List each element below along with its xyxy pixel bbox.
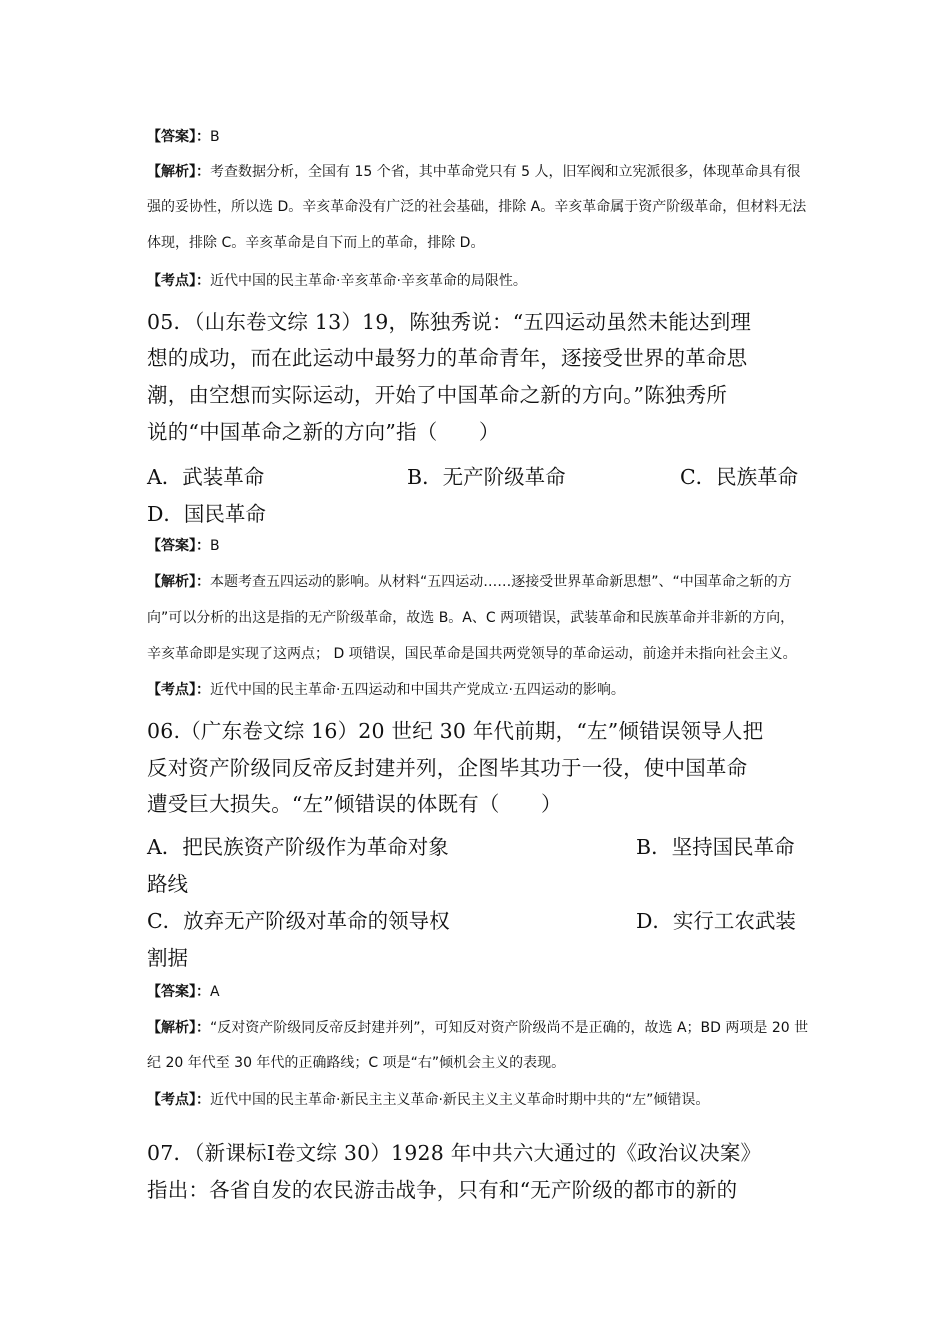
q06-point: 【考点】：近代中国的民主革命·新民主主义革命·新民主义主义革命时期中共的“左”倾错误。 (147, 1092, 710, 1108)
q07-stem-line-1: 07．（新课标Ⅰ卷文综 30）1928 年中共六大通过的《政治议决案》 (147, 1141, 762, 1165)
q04-analysis-line-2: 强的妥协性，所以选 D。辛亥革命没有广泛的社会基础，排除 A。辛亥革命属于资产阶级革命，但材料无法 (147, 199, 807, 215)
q07-stem-line-2: 指出：各省自发的农民游击战争，只有和“无产阶级的都市的新的 (147, 1178, 738, 1202)
q05-analysis-line-1: 【解析】：本题考查五四运动的影响。从材料“五四运动……逐接受世界革命新思想”、“中国革命之斩的方 (147, 574, 792, 590)
q06-stem-line-1: 06.（广东卷文综 16）20 世纪 30 年代前期，“左”倾错误领导人把 (147, 719, 764, 743)
q05-option-c: C．民族革命 (680, 465, 799, 489)
q06-option-c: C．放弃无产阶级对革命的领导权 (147, 909, 450, 933)
q05-stem-line-2: 想的成功，而在此运动中最努力的革命青年，逐接受世界的革命思 (147, 346, 748, 370)
q05-stem-line-1: 05．（山东卷文综 13）19，陈独秀说：“五四运动虽然未能达到理 (147, 310, 752, 334)
q04-answer-value: B (210, 129, 220, 145)
q05-option-a: A．武装革命 (147, 465, 265, 489)
point-label: 【考点】： (147, 273, 210, 289)
q05-stem-line-4: 说的“中国革命之新的方向”指（ ） (147, 420, 500, 444)
q04-analysis-line-3: 体现，排除 C。辛亥革命是自下而上的革命，排除 D。 (147, 235, 485, 251)
analysis-label: 【解析】： (147, 164, 210, 180)
q05-analysis-line-3: 辛亥革命即是实现了这两点； D 项错误，国民革命是国共两党领导的革命运动，前途并未指向社会主义。 (147, 646, 797, 662)
q06-option-b: B．坚持国民革命 (636, 835, 795, 859)
q05-stem-line-3: 潮，由空想而实际运动，开始了中国革命之新的方向。”陈独秀所 (147, 383, 728, 407)
q05-answer: 【答案】：B (147, 538, 220, 554)
q04-answer (147, 120, 907, 154)
q06-answer: 【答案】：A (147, 984, 220, 1000)
q05-analysis-line-2: 向”可以分析的出这是指的无产阶级革命，故选 B。A、C 两项错误，武装革命和民族革命并非新的方向， (147, 610, 795, 626)
q06-option-d: D．实行工农武装 (636, 909, 796, 933)
q06-stem-line-3: 遭受巨大损失。“左”倾错误的体既有（ ） (147, 792, 562, 816)
q05-option-b: B．无产阶级革命 (407, 465, 566, 489)
q04-analysis-line-1: 【解析】：考查数据分析，全国有 15 个省，其中革命党只有 5 人，旧军阀和立宪派很多，体现革命具有很 (147, 164, 801, 180)
q06-option-b-cont: 路线 (147, 872, 188, 896)
q04-point: 【考点】：近代中国的民主革命·辛亥革命·辛亥革命的局限性。 (147, 273, 527, 289)
q05-option-d: D．国民革命 (147, 502, 266, 526)
q06-analysis-line-1: 【解析】：“反对资产阶级同反帝反封建并列”，可知反对资产阶级尚不是正确的，故选 A；BD 两项是 20 世 (147, 1020, 809, 1036)
q06-stem-line-2: 反对资产阶级同反帝反封建并列，企图毕其功于一役，使中国革命 (147, 756, 748, 780)
q06-option-d-cont: 割据 (147, 946, 188, 970)
q06-option-a: A．把民族资产阶级作为革命对象 (147, 835, 449, 859)
q06-analysis-line-2: 纪 20 年代至 30 年代的正确路线；C 项是“右”倾机会主义的表现。 (147, 1055, 566, 1071)
q05-point: 【考点】：近代中国的民主革命·五四运动和中国共产党成立·五四运动的影响。 (147, 682, 625, 698)
answer-label: 【答案】： (147, 129, 210, 145)
